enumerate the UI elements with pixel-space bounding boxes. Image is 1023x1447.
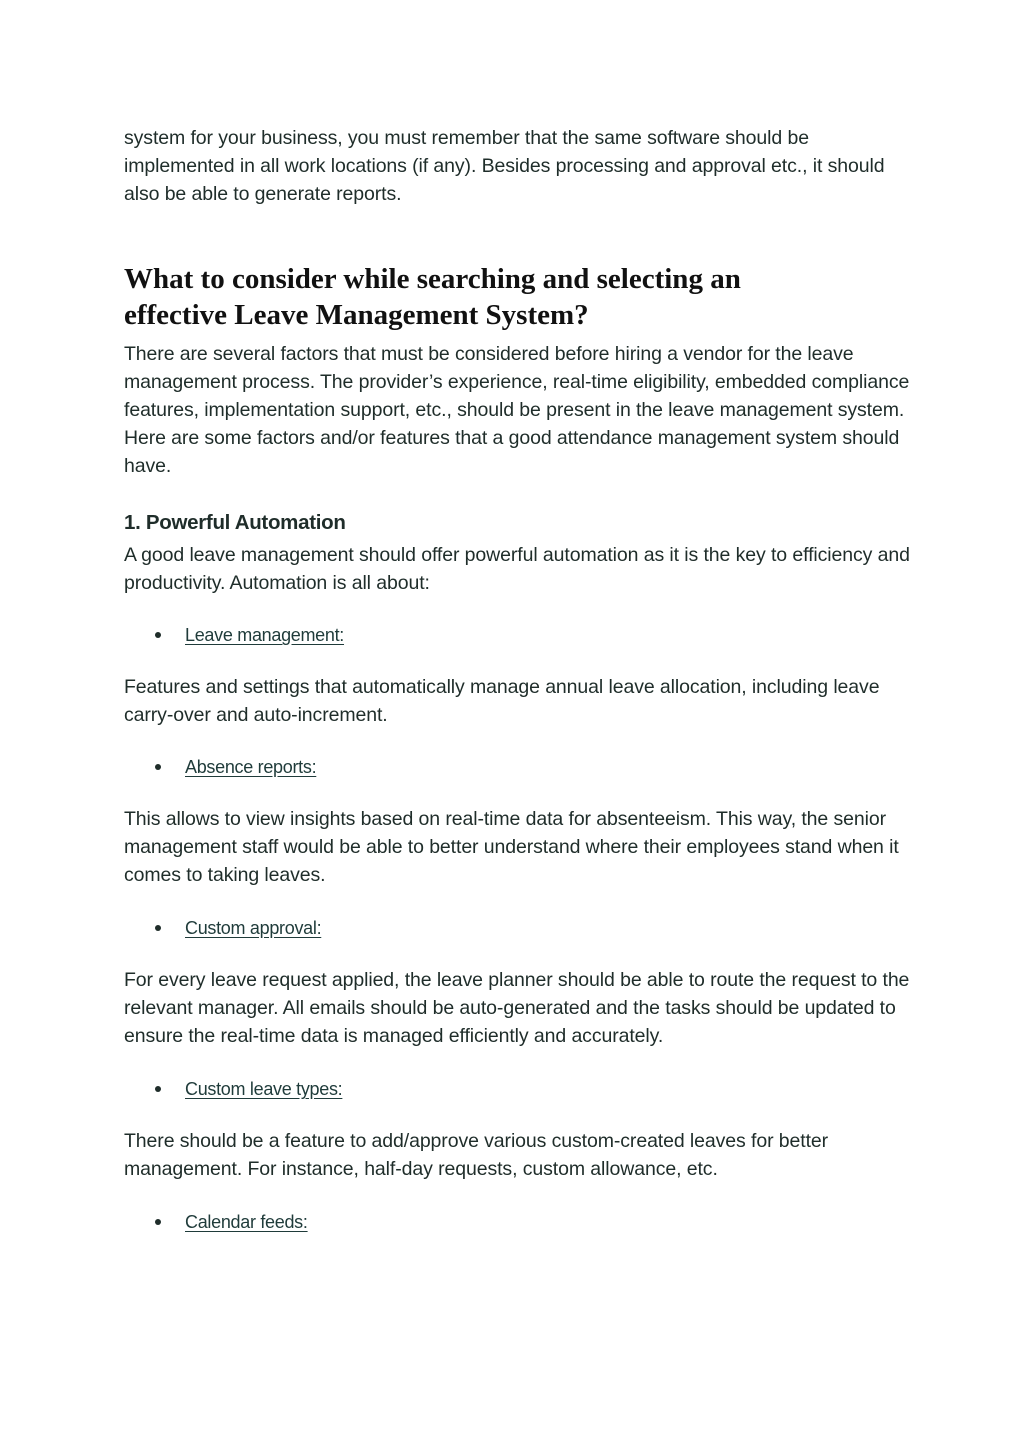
section-heading-line-2: effective Leave Management System? <box>124 299 589 331</box>
feature-link-custom-approval[interactable]: Custom approval: <box>185 918 322 938</box>
bullet-icon <box>155 632 161 638</box>
list-item <box>124 1208 914 1236</box>
section-heading-line-1: What to consider while searching and selecting an <box>124 263 741 295</box>
bullet-icon <box>155 1086 161 1092</box>
list-item <box>124 753 914 781</box>
document-page <box>124 124 914 1236</box>
list-item <box>124 621 914 649</box>
bullet-icon <box>155 925 161 931</box>
list-item <box>124 1075 914 1103</box>
section-heading <box>124 261 914 333</box>
feature-description: There should be a feature to add/approve various custom-created leaves for better management. For instance, half-day requests, custom allowance, etc. <box>124 1130 829 1180</box>
section-body-paragraph: There are several factors that must be considered before hiring a vendor for the leave management process. The provider’s experience, real-time eligibility, embedded compliance features, implementation support, etc., should be present in the leave management system. Here are some factors and/or features that a good attendance management system should have. <box>124 343 910 477</box>
list-item <box>124 914 914 942</box>
bullet-icon <box>155 1219 161 1225</box>
automation-heading: 1. Powerful Automation <box>124 511 346 534</box>
automation-body-paragraph: A good leave management should offer powerful automation as it is the key to efficiency and productivity. Automation is all about: <box>124 544 910 594</box>
feature-description: For every leave request applied, the leave planner should be able to route the request to the relevant manager. All emails should be auto-generated and the tasks should be updated to ensure the real-time data is managed efficiently and accurately. <box>124 969 910 1047</box>
feature-link-absence-reports[interactable]: Absence reports: <box>185 757 317 777</box>
feature-description: Features and settings that automatically manage annual leave allocation, including leave carry-over and auto-increment. <box>124 676 880 726</box>
feature-description: This allows to view insights based on real-time data for absenteeism. This way, the senior management staff would be able to better understand where their employees stand when it comes to taking leaves. <box>124 808 899 886</box>
feature-link-leave-management[interactable]: Leave management: <box>185 625 345 645</box>
feature-link-calendar-feeds[interactable]: Calendar feeds: <box>185 1212 308 1232</box>
bullet-icon <box>155 764 161 770</box>
intro-paragraph: system for your business, you must remember that the same software should be implemented in all work locations (if any). Besides processing and approval etc., it should also be able to generate reports. <box>124 127 885 205</box>
feature-link-custom-leave-types[interactable]: Custom leave types: <box>185 1079 343 1099</box>
